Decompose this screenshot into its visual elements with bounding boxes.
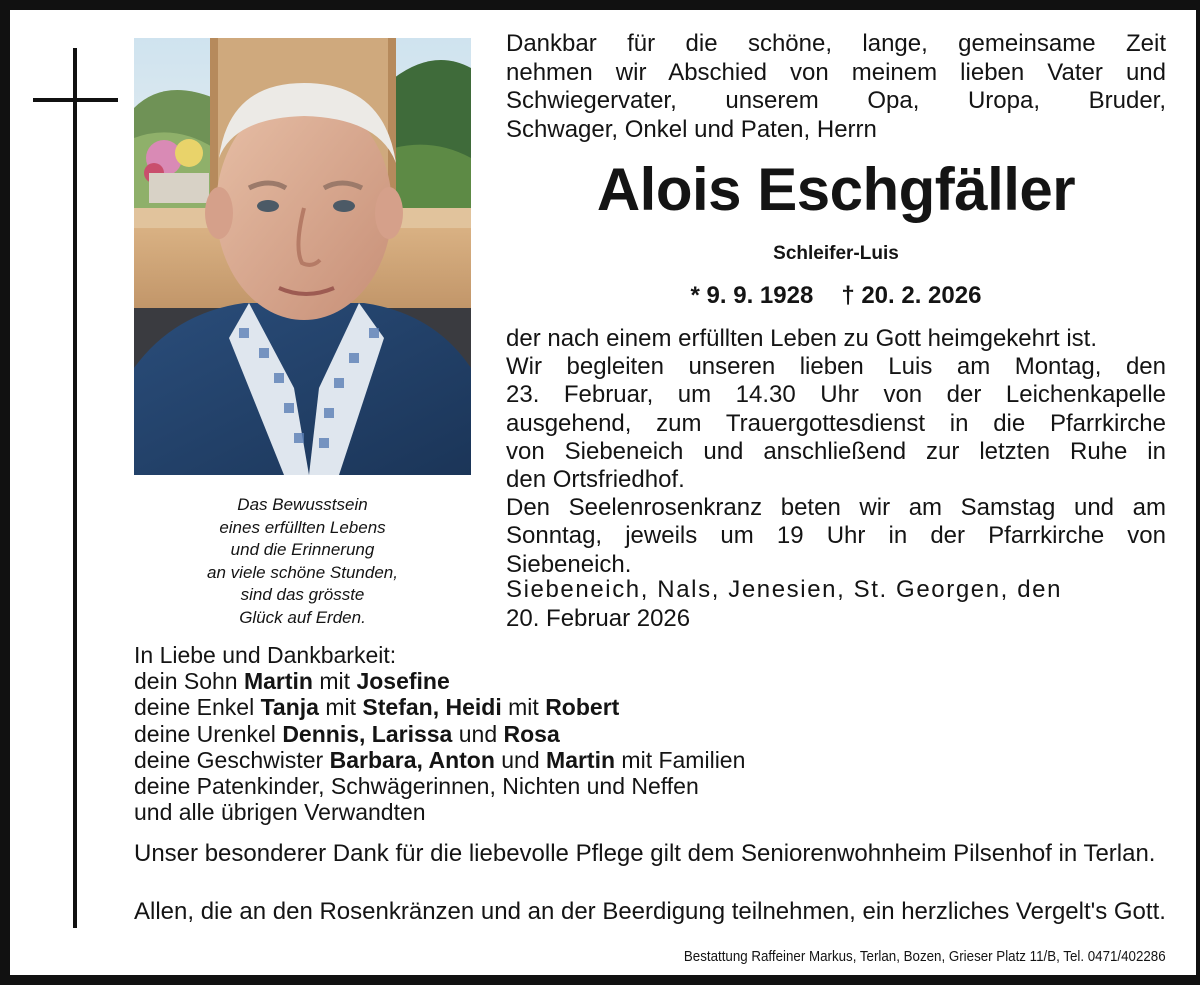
- details-line: Sonntag, jeweils um 19 Uhr in der Pfarrkirche von: [506, 522, 1166, 550]
- intro-paragraph: [506, 30, 1166, 144]
- intro-line: nehmen wir Abschied von meinem lieben Vater und: [506, 58, 1166, 86]
- mourners-list: [134, 642, 1034, 825]
- quote-line: und die Erinnerung: [230, 540, 375, 560]
- date-line: 20. Februar 2026: [506, 604, 691, 632]
- cross-icon-vertical: [73, 48, 77, 928]
- life-dates: [506, 281, 1166, 311]
- details-line: den Ortsfriedhof.: [506, 466, 685, 494]
- mourners-heading: In Liebe und Dankbarkeit:: [134, 642, 397, 668]
- quote-line: sind das grösste: [240, 585, 365, 605]
- mourners-line-great-grandchildren: deine Urenkel Dennis, Larissa und Rosa: [134, 720, 560, 747]
- portrait-illustration: [134, 38, 471, 475]
- mourners-line-grandchildren: deine Enkel Tanja mit Stefan, Heidi mit Robert: [134, 694, 620, 721]
- details-line: Wir begleiten unseren lieben Luis am Montag, den: [506, 353, 1166, 381]
- details-line: der nach einem erfüllten Leben zu Gott heimgekehrt ist.: [506, 325, 1097, 352]
- quote-line: eines erfüllten Lebens: [219, 517, 386, 537]
- cross-icon-horizontal: [33, 98, 118, 102]
- memorial-quote: [136, 494, 469, 630]
- mourners-line-siblings: deine Geschwister Barbara, Anton und Martin mit Familien: [134, 746, 746, 773]
- funeral-home-footer: Bestattung Raffeiner Markus, Terlan, Bozen, Grieser Platz 11/B, Tel. 0471/402286: [684, 949, 1166, 965]
- details-line: von Siebeneich und anschließend zur letzten Ruhe in: [506, 437, 1166, 465]
- thanks-care: Unser besonderer Dank für die liebevolle Pflege gilt dem Seniorenwohnheim Pilsenhof in Terlan.: [134, 840, 1156, 867]
- death-date: † 20. 2. 2026: [841, 282, 982, 309]
- thanks-attendance: Allen, die an den Rosenkränzen und an der Beerdigung teilnehmen, ein herzliches Vergelt's Gott.: [134, 898, 1166, 925]
- place-line: Siebeneich, Nals, Jenesien, St. Georgen, den: [506, 576, 1063, 603]
- quote-line: Glück auf Erden.: [239, 607, 366, 627]
- birth-date: * 9. 9. 1928: [690, 282, 814, 309]
- mourners-line-godchildren: deine Patenkinder, Schwägerinnen, Nichten und Neffen: [134, 773, 699, 800]
- mourners-line-son: dein Sohn Martin mit Josefine: [134, 668, 450, 695]
- mourners-line-relatives: und alle übrigen Verwandten: [134, 799, 426, 826]
- details-line: Siebeneich.: [506, 550, 632, 578]
- intro-line: Dankbar für die schöne, lange, gemeinsame Zeit: [506, 30, 1166, 57]
- funeral-details: [506, 325, 1166, 579]
- intro-line: Schwiegervater, unserem Opa, Uropa, Bruder,: [506, 87, 1166, 114]
- intro-line: Schwager, Onkel und Paten, Herrn: [506, 115, 877, 143]
- quote-line: Das Bewusstsein: [237, 495, 368, 514]
- details-line: ausgehend, zum Trauergottesdienst in die Pfarrkirche: [506, 409, 1166, 437]
- details-line: Den Seelenrosenkranz beten wir am Samstag und am: [506, 494, 1166, 522]
- deceased-name: Alois Eschgfäller: [596, 156, 1076, 223]
- portrait-photo: [134, 38, 471, 475]
- details-line: 23. Februar, um 14.30 Uhr von der Leichenkapelle: [506, 381, 1166, 409]
- quote-line: an viele schöne Stunden,: [207, 562, 398, 582]
- place-and-date: [506, 576, 1166, 633]
- deceased-nickname: Schleifer-Luis: [773, 243, 899, 264]
